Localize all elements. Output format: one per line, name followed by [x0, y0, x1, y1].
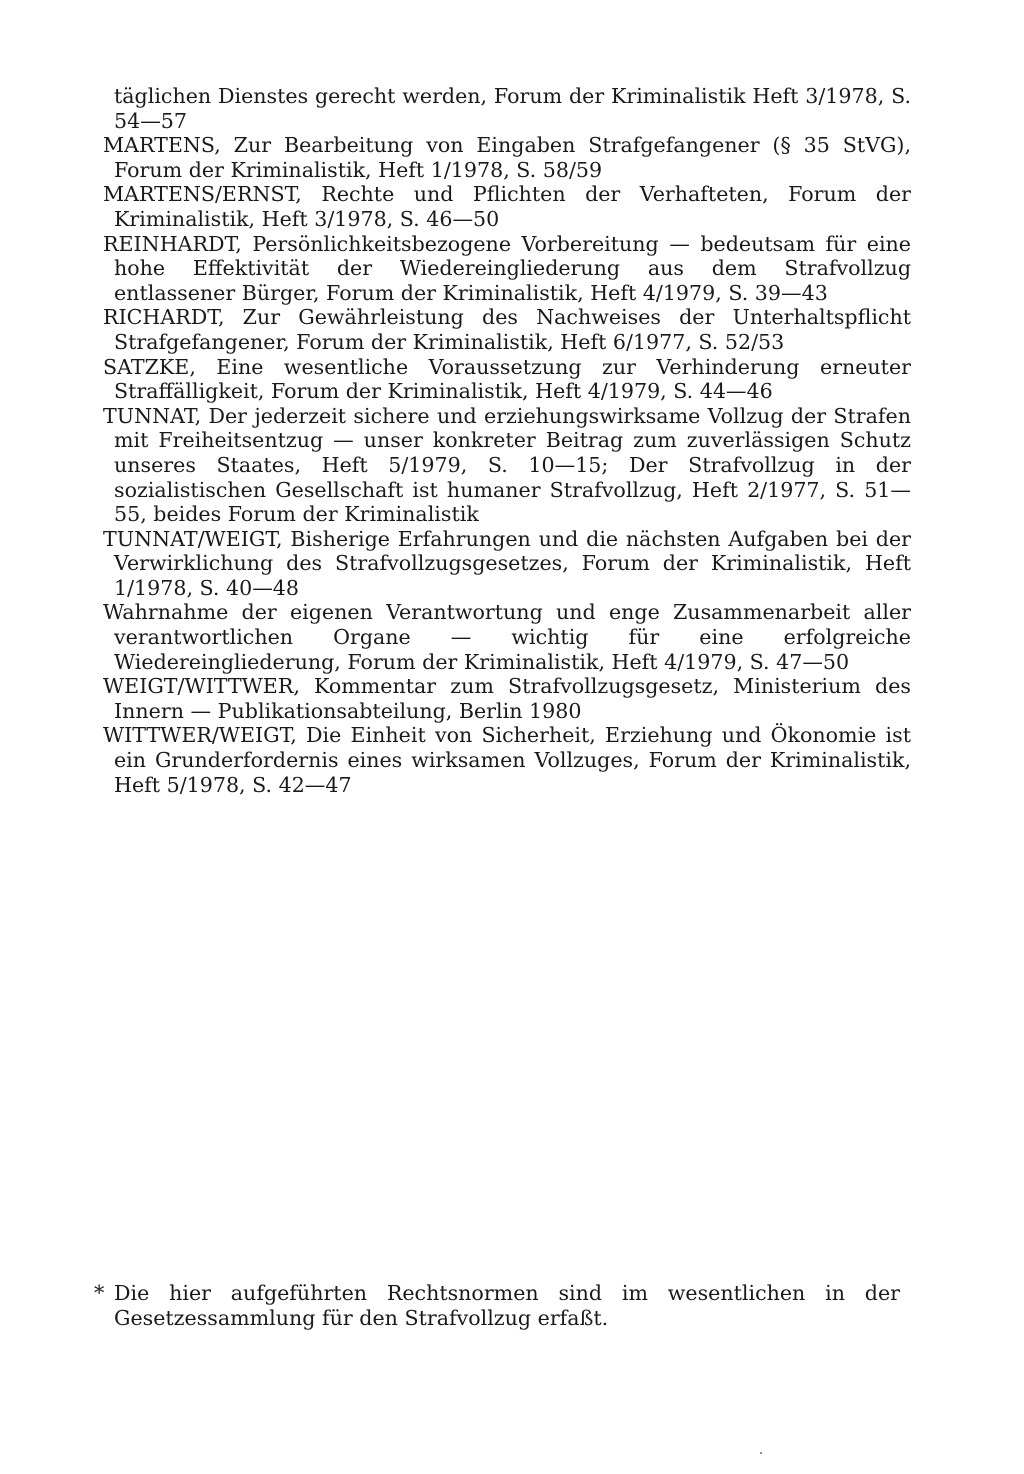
reference-list	[103, 84, 911, 797]
reference-entry: WEIGT/WITTWER, Kommentar zum Strafvollzugsgesetz, Ministerium des Innern — Publikationsabteilung, Berlin 1980	[103, 674, 911, 723]
reference-entry: MARTENS/ERNST, Rechte und Pflichten der Verhafteten, Forum der Kriminalistik, Heft 3/1978, S. 46—50	[103, 182, 911, 231]
reference-entry: REINHARDT, Persönlichkeitsbezogene Vorbereitung — bedeutsam für eine hohe Effektivität der Wiedereingliederung aus dem Strafvollzug entlassener Bürger, Forum der Kriminalistik, Heft 4/1979, S. 39—43	[103, 231, 911, 305]
reference-entry: WITTWER/WEIGT, Die Einheit von Sicherheit, Erziehung und Ökonomie ist ein Grunderfordernis eines wirksamen Vollzuges, Forum der Kriminalistik, Heft 5/1978, S. 42—47	[103, 723, 911, 797]
reference-entry: RICHARDT, Zur Gewährleistung des Nachweises der Unterhaltspflicht Strafgefangener, Forum der Kriminalistik, Heft 6/1977, S. 52/53	[103, 305, 911, 354]
footnote-text: Die hier aufgeführten Rechtsnormen sind im wesentlichen in der Gesetzessammlung für den Strafvollzug erfaßt.	[114, 1281, 900, 1330]
scan-speck	[760, 1452, 762, 1454]
footnote-marker: *	[94, 1281, 105, 1305]
reference-entry: SATZKE, Eine wesentliche Voraussetzung zur Verhinderung erneuter Straffälligkeit, Forum der Kriminalistik, Heft 4/1979, S. 44—46	[103, 354, 911, 404]
reference-entry: Wahrnahme der eigenen Verantwortung und enge Zusammenarbeit aller verantwortlichen Organe — wichtig für eine erfolgreiche Wiedereingliederung, Forum der Kriminalistik, Heft 4/1979, S. 47—50	[103, 600, 911, 674]
reference-entry: TUNNAT, Der jederzeit sichere und erziehungswirksame Vollzug der Strafen mit Freiheitsentzug — unser konkreter Beitrag zum zuverlässigen Schutz unseres Staates, Heft 5/1979, S. 10—15; Der Strafvollzug in der sozialistischen Gesellschaft ist humaner Strafvollzug, Heft 2/1977, S. 51—55, beides Forum der Kriminalistik	[103, 403, 911, 527]
footnote	[94, 1281, 900, 1330]
reference-entry: MARTENS, Zur Bearbeitung von Eingaben Strafgefangener (§ 35 StVG), Forum der Kriminalistik, Heft 1/1978, S. 58/59	[103, 133, 911, 182]
reference-entry: TUNNAT/WEIGT, Bisherige Erfahrungen und die nächsten Aufgaben bei der Verwirklichung des Strafvollzugsgesetzes, Forum der Kriminalistik, Heft 1/1978, S. 40—48	[103, 526, 911, 600]
reference-entry: täglichen Dienstes gerecht werden, Forum der Kriminalistik Heft 3/1978, S. 54—57	[114, 84, 911, 133]
